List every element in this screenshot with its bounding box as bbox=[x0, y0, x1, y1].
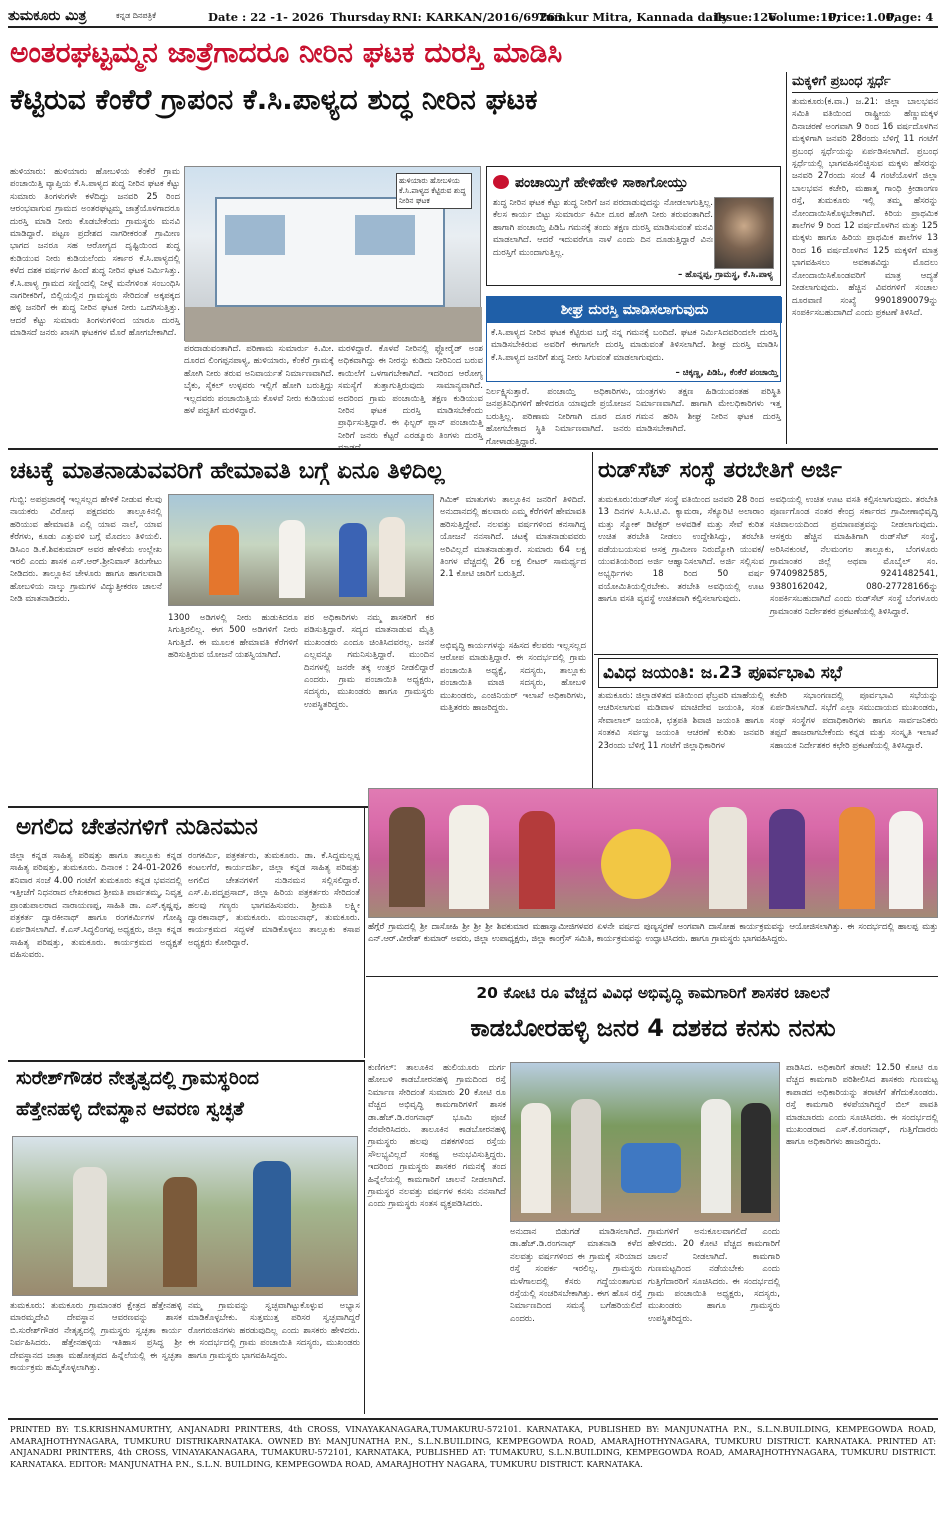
masthead-page: Page: 4 bbox=[886, 10, 934, 24]
story7-col-3: ಗ್ರಾಮಗಳಿಗೆ ಅನುಕೂಲವಾಗಲಿದೆ ಎಂದು ಹೇಳಿದರು. 20 ಕೋಟಿ ವೆಚ್ಚದ ಕಾಮಗಾರಿಗೆ ಚಾಲನೆ ನೀಡಲಾಗಿದೆ. ಕಾಮಗಾರಿ ಗುಣಮಟ್ಟದಿಂದ ನಡೆಯಬೇಕು ಎಂದು ಗುತ್ತಿಗೆದಾರರಿಗೆ ಸೂಚಿಸಿದರು. ಈ ಸಂದರ್ಭದಲ್ಲಿ ಗ್ರಾಮ ಪಂಚಾಯಿತಿ ಅಧ್ಯಕ್ಷರು, ಸದಸ್ಯರು, ಮುಖಂಡರು ಹಾಗೂ ಗ್ರಾಮಸ್ಥರು ಉಪಸ್ಥಿತರಿದ್ದರು. bbox=[648, 1227, 780, 1324]
story8-col-1: ತುಮಕೂರು: ತುಮಕೂರು ಗ್ರಾಮಾಂತರ ಕ್ಷೇತ್ರದ ಹೆತ್ತೇನಹಳ್ಳಿ ಮಾರಮ್ಮದೇವಿ ದೇವಸ್ಥಾನ ಆವರಣವನ್ನು ಶಾಸಕ ಬಿ.ಸುರೇಶ್‌ಗೌಡರ ನೇತೃತ್ವದಲ್ಲಿ ಗ್ರಾಮಸ್ಥರು ಸ್ವಚ್ಛತಾ ಕಾರ್ಯ ನಿರ್ವಹಿಸಿದರು. ಹೆತ್ತೇನಹಳ್ಳಿಯ ಇತಿಹಾಸ ಪ್ರಸಿದ್ಧ ಶ್ರೀ ದೇವಸ್ಥಾನದ ಜಾತ್ರಾ ಮಹೋತ್ಸವದ ಹಿನ್ನೆಲೆಯಲ್ಲಿ ಈ ಸ್ವಚ್ಛತಾ ಕಾರ್ಯಕ್ರಮ ಹಮ್ಮಿಕೊಳ್ಳಲಾಗಿತ್ತು. bbox=[10, 1301, 182, 1374]
lead-headline-1: ಅಂತರಘಟ್ಟಮ್ಮನ ಜಾತ್ರೆಗಾದರೂ ನೀರಿನ ಘಟಕ ದುರಸ್ತಿ ಮಾಡಿಸಿ bbox=[10, 36, 563, 69]
quote-box-portrait bbox=[714, 197, 774, 269]
lead-blue-box bbox=[486, 296, 781, 382]
story7-col-2: ಅನುದಾನ ಬಿಡುಗಡೆ ಮಾಡಿಸಲಾಗಿದೆ. ಡಾ.ಹೆಚ್.ಡಿ.ರಂಗನಾಥ್ ಮಾತನಾಡಿ ಕಳೆದ ನಲವತ್ತು ವರ್ಷಗಳಿಂದ ಈ ಗ್ರಾಮಕ್ಕೆ ಸರಿಯಾದ ರಸ್ತೆ ಸಂಪರ್ಕ ಇರಲಿಲ್ಲ. ಗ್ರಾಮಸ್ಥರು ಮಳೆಗಾಲದಲ್ಲಿ ಕೆಸರು ಗದ್ದೆಯಂತಾಗುವ ರಸ್ತೆಯಲ್ಲಿ ಸಂಚರಿಸಬೇಕಾಗಿತ್ತು. ಈಗ ಹೊಸ ರಸ್ತೆ ನಿರ್ಮಾಣದಿಂದ ಸಮಸ್ಯೆ ಬಗೆಹರಿಯಲಿದೆ ಎಂದರು. bbox=[510, 1227, 642, 1324]
footer-imprint: PRINTED BY: T.S.KRISHNAMURTHY, ANJANADRI PRINTERS, 4th CROSS, VINAYAKANAGARA,TUMAKURU-572101. KARNATAKA, PUBLISHED BY: MANJUNATHA P.N., S.L.N.BUILDING, KEMPEGOWDA ROAD, AMARAJHOTHYNAGARA, TUMKURU DISTRIKARNATAKA. OWNED BY: MANJUNATHA P.N., S.L.N.BUILDING, KEMPEGOWDA ROAD, AMARAJHOTHYNAGARA, TUMKURU DISTRICT. KARNATAKA. PRINTED AT: ANJANADRI PRINTERS, 4th CROSS, VINAYAKANAGARA, TUMAKURU-572101, KARNATAKA, PUBLISHED AT: TUMAKURU, S.L.N.BUILDING, KEMPEGOWDA ROAD, AMARAJHOTHYNAGARA, TUMKURU DISTRICT. KARNATAKA. EDITOR: MANJUNATHA P.N., S.L.N. BUILDING, KEMPEGOWDA ROAD, AMARAJHOTHY NAGARA, TUMKURU DISTRICT. KARNATAKA. bbox=[10, 1424, 936, 1469]
section-divider-4 bbox=[366, 976, 938, 977]
lead-col-3: ಮರಳಿದ್ದಾರೆ. ಕೊಳವೆ ನೀರಿನಲ್ಲಿ ಫ್ಲೋರೈಡ್ ಅಂಶ ಅಧಿಕವಾಗಿದ್ದು ಈ ನೀರನ್ನು ಕುಡಿದು ನೀರಿನಿಂದ ಬರುವ ಕಾಯಿಲೆಗೆ ಒಳಗಾಗಬೇಕಾಗಿದೆ. ಇದರಿಂದ ಆರೋಗ್ಯ ಸಮಸ್ಯೆಗೆ ತುತ್ತಾಗುತ್ತಿರುವುದು ಸಾಮಾನ್ಯವಾಗಿದೆ. ಅದರಿಂದ ಗ್ರಾಮ ಪಂಚಾಯಿತ್ತಿ ತಕ್ಷಣ ಕುಡಿಯುವ ನೀರಿನ ಘಟಕ ದುರಸ್ತಿ ಮಾಡಿಸಬೇಕೆಂದು ಪ್ರಾರ್ಥಿಸುತ್ತಿದ್ದಾರೆ. ಈ ಫಿಲ್ಟರ್ ಪ್ಲಾನ್ ಪಂಚಾಯಿತ್ತಿ ನೀರಿಗೆ ಜನರು ಕೆಟ್ಟರೆ ಎರಡ್ಮೂರು ತಿಂಗಳು ದುರಸ್ತಿ bbox=[338, 344, 483, 441]
story5-col-2: ರಂಗಕರ್ಮಿ, ಪತ್ರಕರ್ತರು, ತುಮಕೂರು. ಡಾ. ಕೆ.ಸಿದ್ದಮಲ್ಲಪ್ಪ ಕಂಟಲಗೆರೆ, ಕಾರ್ಯದರ್ಶಿ, ಜಿಲ್ಲಾ ಕನ್ನಡ ಸಾಹಿತ್ಯ ಪರಿಷತ್ತು ಅಗಲಿದ ಚೇತನಗಳಿಗೆ ನುಡಿನಮನ ಸಲ್ಲಿಸಲಿದ್ದಾರೆ. ಎಸ್.ಪಿ.ಪದ್ಮಪ್ರಸಾದ್, ಜಿಲ್ಲಾ ಹಿರಿಯ ಪತ್ರಕರ್ತರು ಸೇರಿದಂತೆ ಹಲವು ಗಣ್ಯರು ಭಾಗವಹಿಸುವರು. ಶ್ರೀಮತಿ ಲಕ್ಷ್ಮೀ ದ್ವಾರಕಾನಾಥ್, ತುಮಕೂರು. ಮಂಜುನಾಥ್, ತುಮಕೂರು. ಕಾರ್ಯಕ್ರಮದ ಸದ್ಭಳಕೆ ಮಾಡಿಕೊಳ್ಳಲು ತಾಲ್ಲೂಕು ಕಸಾಪ ಅಧ್ಯಕ್ಷರು ಕೋರಿದ್ದಾರೆ. bbox=[188, 851, 360, 948]
blue-box-title: ಶೀಘ್ರ ದುರಸ್ತಿ ಮಾಡಿಸಲಾಗುವುದು bbox=[487, 297, 782, 323]
story2-photo-caption: 1300 ಅಡಿಗಳಲ್ಲಿ ನೀರು ಹುಡುಕಿದರೂ ಸಿಗುತ್ತಿರಲಿಲ್ಲ. ಈಗ 500 ಅಡಿಗಳಿಗೆ ನೀರು ಸಿಗುತ್ತಿದೆ. ಈ ಮೂಲಕ ಹೇಮಾವತಿ ಕೆರೆಗಳಿಗೆ ಹರಿಸುತ್ತಿರುವ ಯೋಜನೆ ಯಶಸ್ವಿಯಾಗಿದೆ. bbox=[168, 613, 298, 661]
sidebar1-text: ತುಮಕೂರು(ಕ.ವಾ.) ಜ.21: ಜಿಲ್ಲಾ ಬಾಲಭವನ ಸಮಿತಿ ವತಿಯಿಂದ ರಾಷ್ಟ್ರೀಯ ಹೆಣ್ಣುಮಕ್ಕಳ ದಿನಾಚರಣೆ ಅಂಗವಾಗಿ 9 ರಿಂದ 16 ವರ್ಷದೊಳಗಿನ ಮಕ್ಕಳಿಗಾಗಿ ಜನವರಿ 28ರಂದು ಬೆಳಿಗ್ಗೆ 11 ಗಂಟೆಗೆ ಪ್ರಬಂಧ ಸ್ಪರ್ಧೆಯನ್ನು ಏರ್ಪಡಿಸಲಾಗಿದೆ. ಪ್ರಬಂಧ ಸ್ಪರ್ಧೆಯಲ್ಲಿ ಭಾಗವಹಿಸಲಿಚ್ಛಿಸುವ ಮಕ್ಕಳು ಹೆಸರನ್ನು ಜನವರಿ 27ರಂದು ಸಂಜೆ 4 ಗಂಟೆಯೊಳಗೆ ಜಿಲ್ಲಾ ಬಾಲಭವನ ಕಚೇರಿ, ಮಹಾತ್ಮ ಗಾಂಧಿ ಕ್ರೀಡಾಂಗಣ ರಸ್ತೆ, ತುಮಕೂರು ಇಲ್ಲಿ ತಮ್ಮ ಹೆಸರನ್ನು ನೋಂದಾಯಿಸಿಕೊಳ್ಳಬೇಕಾಗಿದೆ. ಕಿರಿಯ ಪ್ರಾಥಮಿಕ ಶಾಲೆಗಳ 9 ರಿಂದ 12 ವರ್ಷದೊಳಗಿನ ಮತ್ತು 125 ಮಕ್ಕಳು ಹಾಗೂ ಹಿರಿಯ ಪ್ರಾಥಮಿಕ ಶಾಲೆಗಳ 13 ರಿಂದ 16 ವರ್ಷದೊಳಗಿನ 125 ಮಕ್ಕಳಿಗೆ ಮಾತ್ರ ಭಾಗವಹಿಸಲು ಅವಕಾಶವಿದ್ದು ಮೊದಲು ನೋಂದಾಯಿಸಿಕೊಂಡವರಿಗೆ ಮಾತ್ರ ಆದ್ಯತೆ ನೀಡಲಾಗುವುದು. ಹೆಚ್ಚಿನ ವಿವರಗಳಿಗೆ ಸಂಚಾಲ ದೂರವಾಣಿ ಸಂಖ್ಯೆ 9901890079ನ್ನು ಸಂಪರ್ಕಿಸಬಹುದಾಗಿದೆ ಎಂದು ಪ್ರಕಟಣೆ ತಿಳಿಸಿದೆ. bbox=[792, 97, 938, 318]
story2-col-4: ಅಭಿವೃದ್ಧಿ ಕಾರ್ಯಗಳನ್ನು ಸಹಿಸದ ಕೆಲವರು ಇಲ್ಲಸಲ್ಲದ ಆರೋಪ ಮಾಡುತ್ತಿದ್ದಾರೆ. ಈ ಸಂದರ್ಭದಲ್ಲಿ ಗ್ರಾಮ ಪಂಚಾಯಿತಿ ಅಧ್ಯಕ್ಷೆ, ಸದಸ್ಯರು, ತಾಲ್ಲೂಕು ಪಂಚಾಯಿತಿ ಮಾಜಿ ಸದಸ್ಯರು, ಹೋಬಳಿ ಮುಖಂಡರು, ಎಂಜಿನಿಯರ್ ಇಲಾಖೆ ಅಧಿಕಾರಿಗಳು, ಮತ್ತಿತರರು ಹಾಜರಿದ್ದರು. bbox=[440, 641, 586, 714]
story4-col-2: ಕಚೇರಿ ಸಭಾಂಗಣದಲ್ಲಿ ಪೂರ್ವಭಾವಿ ಸಭೆಯನ್ನು ಏರ್ಪಡಿಸಲಾಗಿದೆ. ಸಭೆಗೆ ಎಲ್ಲಾ ಸಮುದಾಯದ ಮುಖಂಡರು, ಸಂಘ ಸಂಸ್ಥೆಗಳ ಪದಾಧಿಕಾರಿಗಳು ಹಾಗೂ ಸಾರ್ವಜನಿಕರು ತಪ್ಪದೆ ಹಾಜರಾಗಬೇಕೆಂದು ಕನ್ನಡ ಮತ್ತು ಸಂಸ್ಕೃತಿ ಇಲಾಖೆ ಸಹಾಯಕ ನಿರ್ದೇಶಕರ ಕಛೇರಿ ಪ್ರಕಟಣೆಯಲ್ಲಿ ತಿಳಿಸಿದ್ದಾರೆ. bbox=[770, 691, 938, 751]
story5-col-1: ಜಿಲ್ಲಾ ಕನ್ನಡ ಸಾಹಿತ್ಯ ಪರಿಷತ್ತು ಹಾಗೂ ತಾಲ್ಲೂಕು ಕನ್ನಡ ಸಾಹಿತ್ಯ ಪರಿಷತ್ತು, ತುಮಕೂರು. ದಿನಾಂಕ : 24-01-2026 ಶನಿವಾರ ಸಂಜೆ 4.00 ಗಂಟೆಗೆ ತುಮಕೂರು ಕನ್ನಡ ಭವನದಲ್ಲಿ ಇತ್ತೀಚೆಗೆ ನಿಧನರಾದ ಲೇಖಕರಾದ ಶ್ರೀಮತಿ ಪಾರ್ವತಮ್ಮ, ನಿವೃತ್ತ ಪ್ರಾಂಶುಪಾಲರಾದ ನಾರಾಯಣಪ್ಪ, ಸಾಹಿತಿ ಡಾ. ಎಸ್.ಕೃಷ್ಣಪ್ಪ, ಪತ್ರಕರ್ತ ದ್ವಾರಕೀನಾಥ್ ಹಾಗೂ ರಂಗಕರ್ಮಿಗಳ ಗೋಷ್ಠಿ ಏರ್ಪಡಿಸಲಾಗಿದೆ. ಕೆ.ಎಸ್.ಸಿದ್ಧಲಿಂಗಪ್ಪ ಅಧ್ಯಕ್ಷರು, ಜಿಲ್ಲಾ ಕನ್ನಡ ಸಾಹಿತ್ಯ ಪರಿಷತ್ತು, ತುಮಕೂರು. ಕಾರ್ಯಕ್ರಮದ ಅಧ್ಯಕ್ಷತೆ ವಹಿಸುವರು. bbox=[10, 851, 182, 961]
sidebar1-title: ಮಕ್ಕಳಿಗೆ ಪ್ರಬಂಧ ಸ್ಪರ್ಧೆ bbox=[792, 72, 938, 93]
story6-photo-caption: ಹೆಗ್ಗೆರೆ ಗ್ರಾಮದಲ್ಲಿ ಶ್ರೀ ದಾಸೋಹಿ ಶ್ರೀ ಶ್ರೀ ಶ್ರೀ ಶಿವಕುಮಾರ ಮಹಾಸ್ವಾಮೀಜಿಗಳವರ ಏಳನೇ ವರ್ಷದ ಪುಣ್ಯಸ್ಮರಣೆ ಅಂಗವಾಗಿ ದಾಸೋಹ ಕಾರ್ಯಕ್ರಮವನ್ನು ಆಯೋಜಿಸಲಾಗಿತ್ತು. ಈ ಸಂದರ್ಭದಲ್ಲಿ ಹಾಲಪ್ಪ ಮತ್ತು ಎನ್.ಆರ್.ವೀರೇಶ್ ಕುಮಾರ್ ಅವರು, ಜಿಲ್ಲಾ ಉಪಾಧ್ಯಕ್ಷರು, ಜಿಲ್ಲಾ ಕಾಂಗ್ರೆಸ್ ಸಮಿತಿ, ಕಾರ್ಯಕ್ರಮವನ್ನು ಉದ್ಘಾಟಿಸಿದರು. ಹಾಗೂ ಗ್ರಾಮಸ್ಥರು ಭಾಗವಹಿಸಿದ್ದರು. bbox=[368, 921, 938, 943]
story7-col-1: ಕುಣಿಗಲ್: ತಾಲೂಕಿನ ಹುಲಿಯೂರು ದುರ್ಗ ಹೋಬಳಿ ಕಾಡಬೋರನಹಳ್ಳಿ ಗ್ರಾಮದಿಂದ ರಸ್ತೆ ನಿರ್ಮಾಣ ಸೇರಿದಂತೆ ಸುಮಾರು 20 ಕೋಟಿ ರೂ ವೆಚ್ಚದ ಅಭಿವೃದ್ಧಿ ಕಾಮಗಾರಿಗಳಿಗೆ ಶಾಸಕ ಡಾ.ಹೆಚ್.ಡಿ.ರಂಗನಾಥ್ ಭೂಮಿ ಪೂಜೆ ನೆರವೇರಿಸಿದರು. ತಾಲೂಕಿನ ಕಾಡಬೋರನಹಳ್ಳಿ ಗ್ರಾಮಸ್ಥರು ಹಲವು ದಶಕಗಳಿಂದ ರಸ್ತೆಯ ಸೌಲಭ್ಯವಿಲ್ಲದೆ ಸಂಕಷ್ಟ ಅನುಭವಿಸುತ್ತಿದ್ದರು. ಇದರಿಂದ ಗ್ರಾಮಸ್ಥರು ಶಾಸಕರ ಗಮನಕ್ಕೆ ತಂದ ಹಿನ್ನೆಲೆಯಲ್ಲಿ ಕಾಮಗಾರಿಗೆ ಚಾಲನೆ ನೀಡಲಾಗಿದೆ. ಗ್ರಾಮಸ್ಥರ ನಲವತ್ತು ವರ್ಷಗಳ ಕನಸು ನನಸಾಗಿದೆ ಎಂದು ಗ್ರಾಮಸ್ಥರು ಸಂತಸ ವ್ಯಕ್ತಪಡಿಸಿದರು. bbox=[368, 1063, 506, 1210]
story2-col-3: ಪರ ಅಧಿಕಾರಿಗಳು ನಮ್ಮ ಶಾಸಕರಿಗೆ ಕರ ಪಡಿಸುತ್ತಿದ್ದಾರೆ. ಸದ್ಯದ ಮಾತನಾಡುವ ಮೈತ್ರಿ ಮುಖಂಡರು ಎಂದೂ ಚಿಂತಿಸಿದವರಲ್ಲ. ಜನತೆ ಎಲ್ಲವನ್ನೂ ಗಮನಿಸುತ್ತಿದ್ದಾರೆ. ಮುಂದಿನ ದಿನಗಳಲ್ಲಿ ಜನರೇ ತಕ್ಕ ಉತ್ತರ ನೀಡಲಿದ್ದಾರೆ ಎಂದರು. ಗ್ರಾಮ ಪಂಚಾಯಿತಿ ಅಧ್ಯಕ್ಷರು, ಸದಸ್ಯರು, ಮುಖಂಡರು ಹಾಗೂ ಗ್ರಾಮಸ್ಥರು ಉಪಸ್ಥಿತರಿದ್ದರು. bbox=[304, 613, 434, 710]
story8-col-2: ನಮ್ಮ ಗ್ರಾಮವನ್ನು ಸ್ವಚ್ಛವಾಗಿಟ್ಟುಕೊಳ್ಳುವ ಅಭ್ಯಾಸ ಮಾಡಿಕೊಳ್ಳಬೇಕು. ಸುತ್ತಮುತ್ತ ಪರಿಸರ ಸ್ವಚ್ಛವಾಗಿದ್ದರೆ ರೋಗರುಜಿನಗಳು ಹರಡುವುದಿಲ್ಲ ಎಂದು ಶಾಸಕರು ಹೇಳಿದರು. ಈ ಸಂದರ್ಭದಲ್ಲಿ ಗ್ರಾಮ ಪಂಚಾಯಿತಿ ಸದಸ್ಯರು, ಮುಖಂಡರು ಹಾಗೂ ಗ್ರಾಮಸ್ಥರು ಭಾಗವಹಿಸಿದ್ದರು. bbox=[188, 1301, 360, 1361]
story8-headline-2: ಹೆತ್ತೇನಹಳ್ಳಿ ದೇವಸ್ಥಾನ ಆವರಣ ಸ್ವಚ್ಛತೆ bbox=[16, 1099, 244, 1120]
lead-col-4b: ಯಂತ್ರಗಳು ತಕ್ಷಣ ಹಿಡಿಯುವಂತಹ ಪರಿಸ್ಥಿತಿ ನಿರ್ಮಾಣವಾಗಿದೆ. ಹಾಗಾಗಿ ಮೇಲಧಿಕಾರಿಗಳು ಇತ್ತ ಗಮನ ಹರಿಸಿ ಶೀಘ್ರ ನೀರಿನ ಘಟಕ ದುರಸ್ತಿ ಮಾಡಿಸಬೇಕಾಗಿದೆ. bbox=[636, 387, 781, 435]
sidebar-divider bbox=[786, 72, 787, 444]
story3-col-1: ತುಮಕೂರು:ರುಡ್‌ಸೆಟ್ ಸಂಸ್ಥೆ ವತಿಯಿಂದ ಜನವರಿ 28 ರಿಂದ 13 ದಿನಗಳ ಸಿ.ಸಿ.ಟಿ.ವಿ. ಕ್ಯಾಮರಾ, ಸೆಕ್ಯೂರಿಟಿ ಅಲಾರಾಂ ಮತ್ತು ಸ್ಮೋಕ್ ಡಿಟೆಕ್ಟರ್ ಅಳವಡಿಕೆ ಮತ್ತು ಸೇವೆ ಕುರಿತ ಉಚಿತ ತರಬೇತಿ ನೀಡಲು ಉದ್ದೇಶಿಸಿದ್ದು, ತರಬೇತಿ ಪಡೆಯಬಯಸುವ ಆಸಕ್ತ ಗ್ರಾಮೀಣ ನಿರುದ್ಯೋಗಿ ಯುವಕ/ಯುವತಿಯರಿಂದ ಅರ್ಜಿ ಆಹ್ವಾನಿಸಲಾಗಿದೆ. ಅರ್ಜಿ ಸಲ್ಲಿಸುವ ಅಭ್ಯರ್ಥಿಗಳು 18 ರಿಂದ 50 ವರ್ಷ ವಯೋಮಿತಿಯಲ್ಲಿರಬೇಕು. ತರಬೇತಿ ಅವಧಿಯಲ್ಲಿ ಊಟ ಹಾಗೂ ವಸತಿ ವ್ಯವಸ್ಥೆ ಉಚಿತವಾಗಿ ಕಲ್ಪಿಸಲಾಗುವುದು. bbox=[598, 495, 764, 605]
section-divider-1 bbox=[8, 448, 938, 450]
story2-photo bbox=[168, 494, 434, 606]
quote-box-signature: – ಹೊನ್ನಪ್ಪ, ಗ್ರಾಮಸ್ಥ, ಕೆ.ಸಿ.ಪಾಳ್ಯ bbox=[677, 270, 773, 280]
story7-headline-1: 20 ಕೋಟಿ ರೂ ವೆಚ್ಚದ ವಿವಿಧ ಅಭಿವೃದ್ಧಿ ಕಾಮಗಾರಿಗೆ ಶಾಸಕರ ಚಾಲನೆ bbox=[476, 984, 830, 1002]
masthead-paper: Tumkur Mitra, Kannada daily bbox=[538, 10, 729, 24]
lead-photo-caption: ಹುಳಿಯಾರು ಹೋಬಳಿಯ ಕೆ.ಸಿ.ಪಾಳ್ಯದ ಕೆಟ್ಟಿರುವ ಶುದ್ಧ ನೀರಿನ ಘಟಕ bbox=[396, 173, 472, 209]
story7-headline-2: ಕಾಡಬೋರಹಳ್ಳಿ ಜನರ 4 ದಶಕದ ಕನಸು ನನಸು bbox=[470, 1014, 836, 1042]
masthead-volume: Volume:10, bbox=[768, 10, 841, 24]
masthead bbox=[8, 6, 938, 28]
story7-col-4: ಪಾಡಿಸಿದ. ಅಧಿಕಾರಿಗೆ ತರಾಟೆ: 12.50 ಕೋಟಿ ರೂ ವೆಚ್ಚದ ಕಾಮಗಾರಿ ಪರಿಶೀಲಿಸಿದ ಶಾಸಕರು ಗುಣಮಟ್ಟ ಕಾಪಾಡದ ಅಧಿಕಾರಿಯನ್ನು ತರಾಟೆಗೆ ತೆಗೆದುಕೊಂಡರು. ರಸ್ತೆ ಕಾಮಗಾರಿ ಕಳಪೆಯಾಗಿದ್ದರೆ ಬಿಲ್ ಪಾವತಿ ಮಾಡಬಾರದು ಎಂದು ಸೂಚಿಸಿದರು. ಈ ಸಂದರ್ಭದಲ್ಲಿ ಮುಖಂಡರಾದ ಎಸ್.ಕೆ.ರಂಗನಾಥ್, ಗುತ್ತಿಗೆದಾರರು ಹಾಗೂ ಅಧಿಕಾರಿಗಳು ಹಾಜರಿದ್ದರು. bbox=[786, 1063, 938, 1148]
story8-photo-cleaning bbox=[12, 1136, 358, 1296]
masthead-issue: Issue:126 bbox=[714, 10, 777, 24]
lead-col-2: ಪರದಾಡುವಂತಾಗಿದೆ. ಪರಿಣಾಮ ಸುಮಾರ್ರು ಕಿ.ಮೀ. ದೂರದ ಲಿಂಗಪ್ಪನಪಾಳ್ಯ, ಹುಳಿಯಾರು, ಕೆಂಕೆರೆ ಗ್ರಾಮಕ್ಕೆ ಹೋಗಿ ನೀರು ತರುವ ಅನಿವಾರ್ಯತೆ ನಿರ್ಮಾಣವಾಗಿದೆ. ಬೈಕು, ಸೈಕಲ್ ಉಳ್ಳವರು ಇಲ್ಲಿಗೆ ಹೋಗಿ ಬರುತ್ತಿದ್ದು ಇಲ್ಲದವರು ಪಂಚಾಯಿತ್ತಿಯ ಕೊಳವೆ ನೀರು ಕುಡಿಯುವ ಹಳೆ ಪದ್ದತಿಗೆ ಮರಳಿದ್ದಾರೆ. bbox=[184, 344, 334, 417]
column-divider-story5 bbox=[364, 808, 365, 1058]
masthead-tagline: ಕನ್ನಡ ದಿನಪತ್ರಿಕೆ bbox=[116, 11, 157, 20]
quote-box-text: ಶುದ್ಧ ನೀರಿನ ಘಟಕ ಕೆಟ್ಟು ಶುದ್ಧ ನೀರಿಗೆ ಜನ ಪರದಾಡುವುದನ್ನು ನೋಡಲಾಗುತ್ತಿಲ್ಲ. ಕೆಲಸ ಕಾರ್ಯ ಬಿಟ್ಟು ಸುಮಾರ್ರು ಕಿಮೀ ದೂರ ಹೋಗಿ ನೀರು ತರುವಂತಾಗಿದೆ. ಹಾಗಾಗಿ ಪಂಚಾಯ್ತಿ ಪಿಡಿಓ ಗಮನಕ್ಕೆ ತಂದು ತಕ್ಷಣ ದುರಸ್ತಿ ಮಾಡಿಸುವಂತೆ ಮನವಿ ಮಾಡಲಾಗಿದೆ. ಆದರೆ ಇದುವರೆಗೂ ನಾಳೆ ಎಂದು ದಿನ ದೂಡುತ್ತಿದ್ದಾರೆ ವಿನಃ ದುರಸ್ತಿಗೆ ಮುಂದಾಗುತ್ತಿಲ್ಲ. bbox=[493, 198, 713, 258]
story8-headline-1: ಸುರೇಶ್‌ಗೌಡರ ನೇತೃತ್ವದಲ್ಲಿ ಗ್ರಾಮಸ್ಥರಿಂದ bbox=[16, 1068, 259, 1089]
column-divider-bottom bbox=[364, 1060, 365, 1414]
story3-headline: ರುಡ್‌ಸೆಟ್ ಸಂಸ್ಥೆ ತರಬೇತಿಗೆ ಅರ್ಜಿ bbox=[598, 458, 842, 483]
masthead-price: Price:1.00, bbox=[828, 10, 898, 24]
section-divider-2 bbox=[594, 654, 938, 655]
story4-headline: ವಿವಿಧ ಜಯಂತಿ: ಜ.23 ಪೂರ್ವಭಾವಿ ಸಭೆ bbox=[598, 658, 938, 688]
footer-divider bbox=[8, 1418, 938, 1420]
blue-box-text: ಕೆ.ಸಿ.ಪಾಳ್ಯದ ನೀರಿನ ಘಟಕ ಕೆಟ್ಟಿರುವ ಬಗ್ಗೆ ನನ್ನ ಗಮನಕ್ಕೆ ಬಂದಿದೆ. ಘಟಕ ನಿರ್ಮಿಸಿದವರಿಂದಲೇ ದುರಸ್ತಿ ಮಾಡಿಸಬೇಕಿರುವ ಅವರಿಗೆ ಈಗಾಗಲೇ ದುರಸ್ತಿ ಮಾಡುವಂತೆ ತಿಳಿಸಲಾಗಿದೆ. ಶೀಘ್ರ ದುರಸ್ತಿ ಮಾಡಿಸಿ ಕೆ.ಸಿ.ಪಾಳ್ಯದ ಜನರಿಗೆ ಶುದ್ಧ ನೀರು ಸಿಗುವಂತೆ ಮಾಡಲಾಗುವುದು. bbox=[491, 328, 778, 363]
blue-box-signature: – ಚಿಕ್ಕಣ್ಣ, ಪಿಡಿಓ, ಕೆಂಕೆರೆ ಪಂಚಾಯ್ತಿ bbox=[675, 368, 778, 378]
lead-headline-2: ಕೆಟ್ಟಿರುವ ಕೆಂಕೆರೆ ಗ್ರಾಪಂನ ಕೆ.ಸಿ.ಪಾಳ್ಯದ ಶುದ್ಧ ನೀರಿನ ಘಟಕ bbox=[10, 83, 538, 116]
lead-quote-box bbox=[486, 166, 781, 286]
quote-bubble-icon bbox=[493, 175, 509, 189]
story5-headline: ಅಗಲಿದ ಚೇತನಗಳಿಗೆ ನುಡಿನಮನ bbox=[16, 814, 258, 840]
lead-photo-water-unit bbox=[184, 166, 481, 341]
masthead-rni: RNI: KARKAN/2016/69263 bbox=[392, 10, 564, 24]
masthead-day: Thursday bbox=[330, 10, 390, 24]
quote-box-title: ಪಂಚಾಯ್ತಿಗೆ ಹೇಳಿಹೇಳಿ ಸಾಕಾಗೋಯ್ತು bbox=[515, 175, 688, 191]
masthead-logo: ತುಮಕೂರು ಮಿತ್ರ bbox=[8, 8, 87, 24]
story7-photo-groundbreaking bbox=[510, 1062, 780, 1222]
story2-col-2-top: ಗಿಮಿಕ್ ಮಾತುಗಳು ತಾಲ್ಲೂಕಿನ ಜನರಿಗೆ ತಿಳಿದಿದೆ. ಅನುದಾನದಲ್ಲಿ ಹಲವಾರು ಎಮ್ಮ ಕೆರೆಗಳಿಗೆ ಹೇಮಾವತಿ ಹರಿಸುತ್ತಿದ್ದೇವೆ. ನಲವತ್ತು ವರ್ಷಗಳಿಂದ ಕನಸಾಗಿದ್ದ ಯೋಜನೆ ನನಸಾಗಿದೆ. ಚಟಕ್ಕೆ ಮಾತನಾಡುವವರು ಅರಿವಿಲ್ಲದೆ ಮಾತನಾಡುತ್ತಾರೆ. ಸುಮಾರು 64 ಲಕ್ಷ ತಿಂಗಳ ವೆಚ್ಚದಲ್ಲಿ 26 ಲಕ್ಷ ಲೀಟರ್ ಸಾಮರ್ಥ್ಯದ 2.1 ಕೋಟಿ ಜಾರಿಗೆ ಬರುತ್ತಿದೆ. bbox=[440, 495, 586, 580]
story2-headline: ಚಟಕ್ಕೆ ಮಾತನಾಡುವವರಿಗೆ ಹೇಮಾವತಿ ಬಗ್ಗೆ ಏನೂ ತಿಳಿದಿಲ್ಲ bbox=[10, 458, 445, 484]
lead-col-1: ಹುಳಿಯಾರು: ಹುಳಿಯಾರು ಹೋಬಳಿಯ ಕೆಂಕೆರೆ ಗ್ರಾಮ ಪಂಚಾಯಿತ್ತಿ ವ್ಯಾಪ್ತಿಯ ಕೆ.ಸಿ.ಪಾಳ್ಯದ ಶುದ್ಧ ನೀರಿನ ಘಟಕ ಕೆಟ್ಟು ಸುಮಾರು ತಿಂಗಳುಗಳೇ ಕಳೆದಿದ್ದು ಜನವರಿ 25 ರಿಂದ ಆರಂಭವಾಗುವ ಗ್ರಾಮದ ಅಂತರಘಟ್ಟಮ್ಮ ಜಾತ್ರೆಯೊಳಗಾದರೂ ದುರಸ್ತಿ ಮಾಡಿ ನೀರು ಕೊಡಬೇಕೆಂದು ಗ್ರಾಮಸ್ಥರು ಮನವಿ ಮಾಡಿದ್ದಾರೆ. ಪಟ್ಟಣ ಪ್ರದೇಶದ ನಾಗರೀಕರಂತೆ ಗ್ರಾಮೀಣ ಭಾಗದ ಜನರೂ ಸಹ ಆರೋಗ್ಯದ ದೃಷ್ಟಿಯಿಂದ ಶುದ್ಧ ಕುಡಿಯುವ ನೀರು ಕುಡಿಯಲೆಂದು ಸರ್ಕಾರ ಕೆ.ಸಿ.ಪಾಳ್ಯದಲ್ಲಿ ಕಳೆದ ದಶಕ ವರ್ಷಗಳ ಹಿಂದೆ ಶುದ್ಧ ನೀರಿನ ಘಟಕ ನಿರ್ಮಿಸಿತ್ತು. ಕೆ.ಸಿ.ಪಾಳ್ಯ ಗ್ರಾಮದ ಸಣ್ಣಿಂದಲ್ಲಿ ನೀಳ್ಗೆ ಮನೆಗಳಿಂತ ಸಂಬಂಧಿಸಿ ನಾಗರೀಕರಿಗೆ, ಬಿಲ್ಲಿಯಲ್ಲಿನ ಗ್ರಾಮಸ್ಥರು ಸೇರಿದಂತೆ ಅಕ್ಕಪಕ್ಕದ ಹಳ್ಳಿ ಜನರಿಗೆ ಈ ಶುದ್ಧ ನೀರಿನ ಘಟಕ ನೀರು ಒದಗಿಸುತ್ತಿತ್ತು. ಆದರೆ ಕೆಟ್ಟು ಸುಮಾರು ತಿಂಗಳುಗಳಿಂದ ಯಾರೂ ದುರಸ್ತಿ ಮಾಡಿಸದೆ ಜನರು ಖಾಸಗಿ ಘಟಕಗಳ ಮೊರೆ ಹೋಗಬೇಕಾಗಿದೆ. bbox=[10, 167, 180, 339]
section-divider-5 bbox=[8, 1060, 364, 1062]
masthead-date: Date : 22 -1- 2026 bbox=[208, 10, 324, 24]
story6-photo-ceremony bbox=[368, 788, 938, 918]
lead-col-4a: ನಿರ್ಲಕ್ಷ್ಯಿಸುತ್ತಾರೆ. ಪಂಚಾಯ್ತಿ ಅಧಿಕಾರಿಗಳು, ಜನಪ್ರತಿನಿಧಿಗಳಿಗೆ ಹೇಳಿದರೂ ಯಾವುದೇ ಪ್ರಯೋಜನ ಬರುತ್ತಿಲ್ಲ. ಪರಿಣಾಮ ನೀರಿಗಾಗಿ ದೂರ ದೂರ ಹೋಗಬೇಕಾದ ಸ್ಥಿತಿ ನಿರ್ಮಾಣವಾಗಿದೆ. ಜನರು ಗೋಳಾಡುತ್ತಿದ್ದಾರೆ. bbox=[486, 387, 631, 447]
story2-col-1: ಗುಬ್ಬಿ: ಅಪಪ್ರಚಾರಕ್ಕೆ ಇಲ್ಲಸಲ್ಲದ ಹೇಳಿಕೆ ನೀಡುವ ಕೆಲವು ನಾಯಕರು ವಿರೋಧ ಪಕ್ಷದವರು ತಾಲ್ಲೂಕಿನಲ್ಲಿ ಹರಿಯುವ ಹೇಮಾವತಿ ಎಲ್ಲಿ ಯಾವ ನಾಲೆ, ಯಾವ ಕೆರೆಗಳು, ಕೂಡು ಎತ್ತುವಳಿ ಬಗ್ಗೆ ಮೊದಲು ತಿಳಿಯಲಿ. ಡಿಸಿಎಂ ಡಿ.ಕೆ.ಶಿವಕುಮಾರ್ ಅವರ ಹೇಳಿಕೆಯ ಉಲ್ಲೇಖ ಇರಲಿ ಎಂದು ಶಾಸಕ ಎಸ್.ಆರ್.ಶ್ರೀನಿವಾಸ್ ತಿರುಗೇಟು ನೀಡಿದರು. ತಾಲ್ಲೂಕಿನ ಚೇಳೂರು ಹಾಗೂ ಹಾಗಲವಾಡಿ ಹೋಬಳಿಯ ನಾಲ್ಕು ಗ್ರಾಮಗಳ ವಿದ್ಯುತ್ತೀಕರಣ ಚಾಲನೆ ನೀಡಿ ಮಾತನಾಡಿದರು. bbox=[10, 495, 162, 605]
story3-col-2: ಅವಧಿಯಲ್ಲಿ ಉಚಿತ ಊಟ ವಸತಿ ಕಲ್ಪಿಸಲಾಗುವುದು. ತರಬೇತಿ ಪೂರ್ಣಗೊಂಡ ನಂತರ ಕೇಂದ್ರ ಸರ್ಕಾರದ ಗ್ರಾಮೀಣಾಭಿವೃದ್ಧಿ ಸಚಿವಾಲಯದಿಂದ ಪ್ರಮಾಣಪತ್ರವನ್ನು ನೀಡಲಾಗುವುದು. ಆಸಕ್ತರು ಹೆಚ್ಚಿನ ಮಾಹಿತಿಗಾಗಿ ರುಡ್‌ಸೆಟ್ ಸಂಸ್ಥೆ, ಅರಿಸಿನಕುಂಟೆ, ನೆಲಮಂಗಲ ತಾಲ್ಲೂಕು, ಬೆಂಗಳೂರು ಗ್ರಾಮಾಂತರ ಜಿಲ್ಲೆ ಅಥವಾ ಮೊಬೈಲ್ ಸಂ. 9740982585, 9241482541, 9380162042, 080-27728166ನ್ನು ಸಂಪರ್ಕಿಸಬಹುದಾಗಿದೆ ಎಂದು ರುಡ್‌ಸೆಟ್ ಸಂಸ್ಥೆ ಬೆಂಗಳೂರು ಗ್ರಾಮಾಂತರ ನಿರ್ದೇಶಕರ ಪ್ರಕಟಣೆಯಲ್ಲಿ ತಿಳಿಸಿದ್ದಾರೆ. bbox=[770, 495, 938, 617]
column-divider-mid bbox=[592, 452, 593, 804]
story4-col-1: ತುಮಕೂರು: ಜಿಲ್ಲಾಡಳಿತದ ವತಿಯಿಂದ ಫೆಬ್ರವರಿ ಮಾಹೆಯಲ್ಲಿ ಆಚರಿಸಲಾಗುವ ಮಡಿವಾಳ ಮಾಚಿದೇವ ಜಯಂತಿ, ಸಂತ ಸೇವಾಲಾಲ್ ಜಯಂತಿ, ಛತ್ರಪತಿ ಶಿವಾಜಿ ಜಯಂತಿ ಹಾಗೂ ಸಂತಕವಿ ಸರ್ವಜ್ಞ ಜಯಂತಿ ಆಚರಣೆ ಕುರಿತು ಜನವರಿ 23ರಂದು ಬೆಳಿಗ್ಗೆ 11 ಗಂಟೆಗೆ ಜಿಲ್ಲಾಧಿಕಾರಿಗಳ bbox=[598, 691, 764, 751]
